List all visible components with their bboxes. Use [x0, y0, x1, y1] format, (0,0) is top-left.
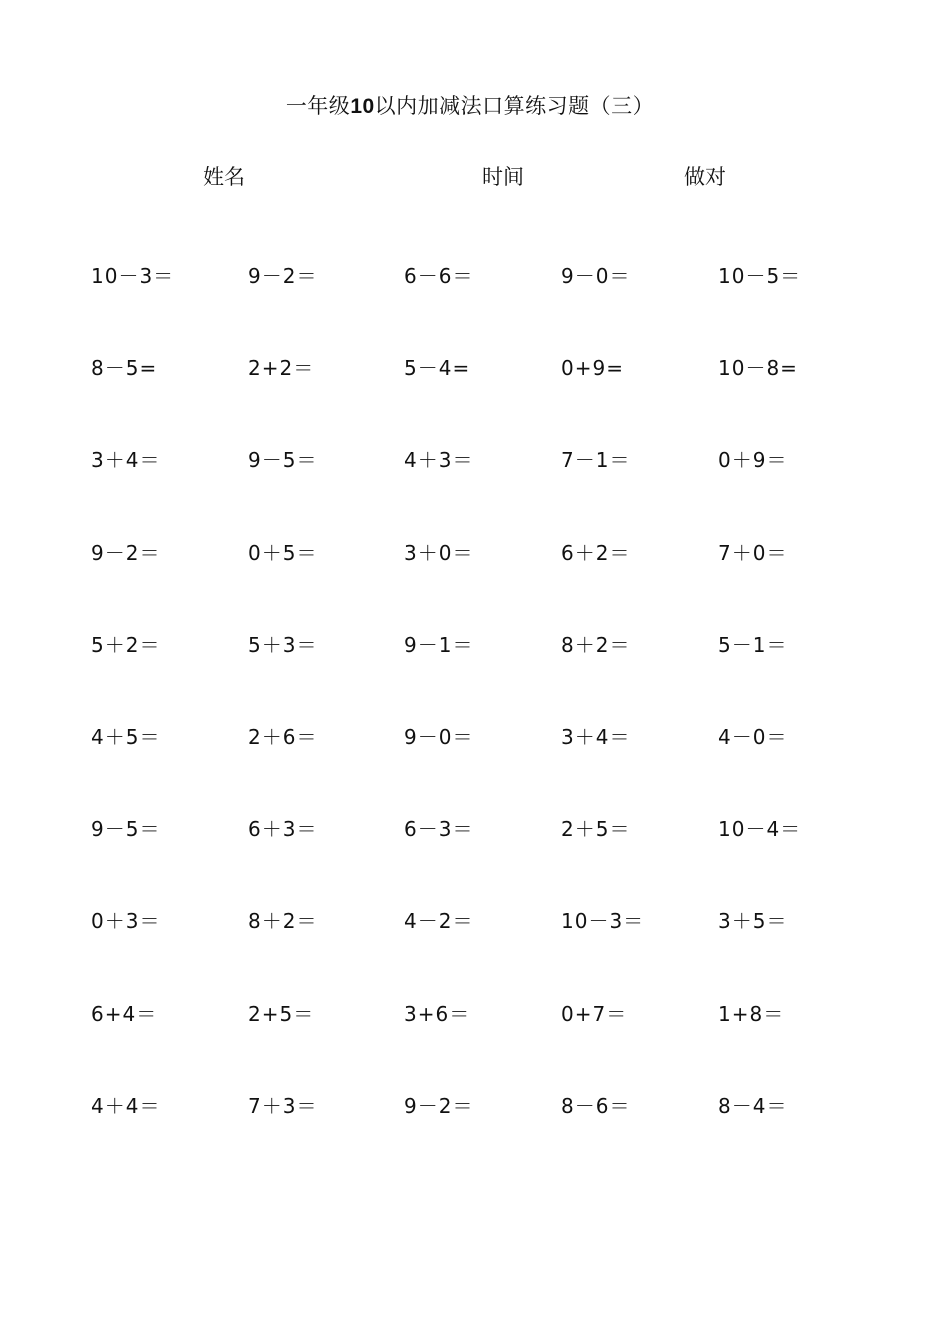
problem-item: 6－3＝ [404, 817, 474, 842]
problem-item: 6+4＝ [91, 1001, 158, 1026]
problem-item: 4＋3＝ [404, 448, 474, 473]
problem-item: 10－4＝ [718, 817, 802, 842]
problem-item: 3＋5＝ [718, 909, 788, 934]
correct-count-label: 做对 [684, 165, 726, 189]
problem-item: 4－0＝ [718, 724, 788, 749]
problem-item: 2+5＝ [248, 1001, 315, 1026]
title-prefix: 一年级 [285, 94, 351, 118]
problem-item: 10－3＝ [91, 264, 175, 288]
problem-item: 8＋2＝ [248, 909, 318, 934]
problem-item: 3＋4＝ [91, 448, 161, 473]
title-suffix: 以内加减法口算练习题（三） [374, 94, 655, 118]
problem-item: 4＋4＝ [91, 1093, 161, 1118]
title-number: 10 [350, 95, 375, 118]
problem-item: 9－5＝ [248, 448, 318, 473]
problem-item: 9－2＝ [248, 264, 318, 288]
problem-item: 9－0＝ [561, 264, 631, 288]
problem-item: 0+9= [561, 356, 624, 381]
problem-item: 9－5＝ [91, 817, 161, 842]
problem-item: 8－6＝ [561, 1093, 631, 1118]
problem-item: 6－6＝ [404, 264, 474, 288]
problem-item: 3＋4＝ [561, 724, 631, 749]
problem-item: 9－2＝ [91, 540, 161, 565]
problem-item: 8－5= [91, 356, 158, 381]
problem-item: 6＋2＝ [561, 540, 631, 565]
time-label: 时间 [482, 165, 524, 189]
problem-item: 4＋5＝ [91, 724, 161, 749]
problem-item: 5＋2＝ [91, 632, 161, 657]
problem-item: 7＋0＝ [718, 540, 788, 565]
problem-item: 3＋0＝ [404, 540, 474, 565]
problem-item: 5－4= [404, 356, 471, 381]
problem-item: 4－2＝ [404, 909, 474, 934]
problem-item: 0+7＝ [561, 1001, 628, 1026]
problem-item: 10－5＝ [718, 264, 802, 288]
problem-item: 5－1＝ [718, 632, 788, 657]
name-label: 姓名 [203, 165, 245, 189]
problem-item: 9－2＝ [404, 1093, 474, 1118]
problem-item: 3+6＝ [404, 1001, 471, 1026]
problem-item: 6＋3＝ [248, 817, 318, 842]
problem-item: 10－8= [718, 356, 798, 381]
problem-item: 0＋3＝ [91, 909, 161, 934]
problem-item: 1+8＝ [718, 1001, 785, 1026]
page-title [0, 92, 940, 121]
problem-item: 0＋5＝ [248, 540, 318, 565]
problem-item: 2＋5＝ [561, 817, 631, 842]
problem-item: 7－1＝ [561, 448, 631, 473]
problem-item: 0＋9＝ [718, 448, 788, 473]
problem-item: 2＋6＝ [248, 724, 318, 749]
problem-item: 10－3＝ [561, 909, 645, 934]
problem-item: 9－0＝ [404, 724, 474, 749]
problem-item: 2+2＝ [248, 356, 315, 381]
problem-item: 9－1＝ [404, 632, 474, 657]
problem-item: 8＋2＝ [561, 632, 631, 657]
problem-item: 7＋3＝ [248, 1093, 318, 1118]
problem-item: 5＋3＝ [248, 632, 318, 657]
problem-item: 8－4＝ [718, 1093, 788, 1118]
